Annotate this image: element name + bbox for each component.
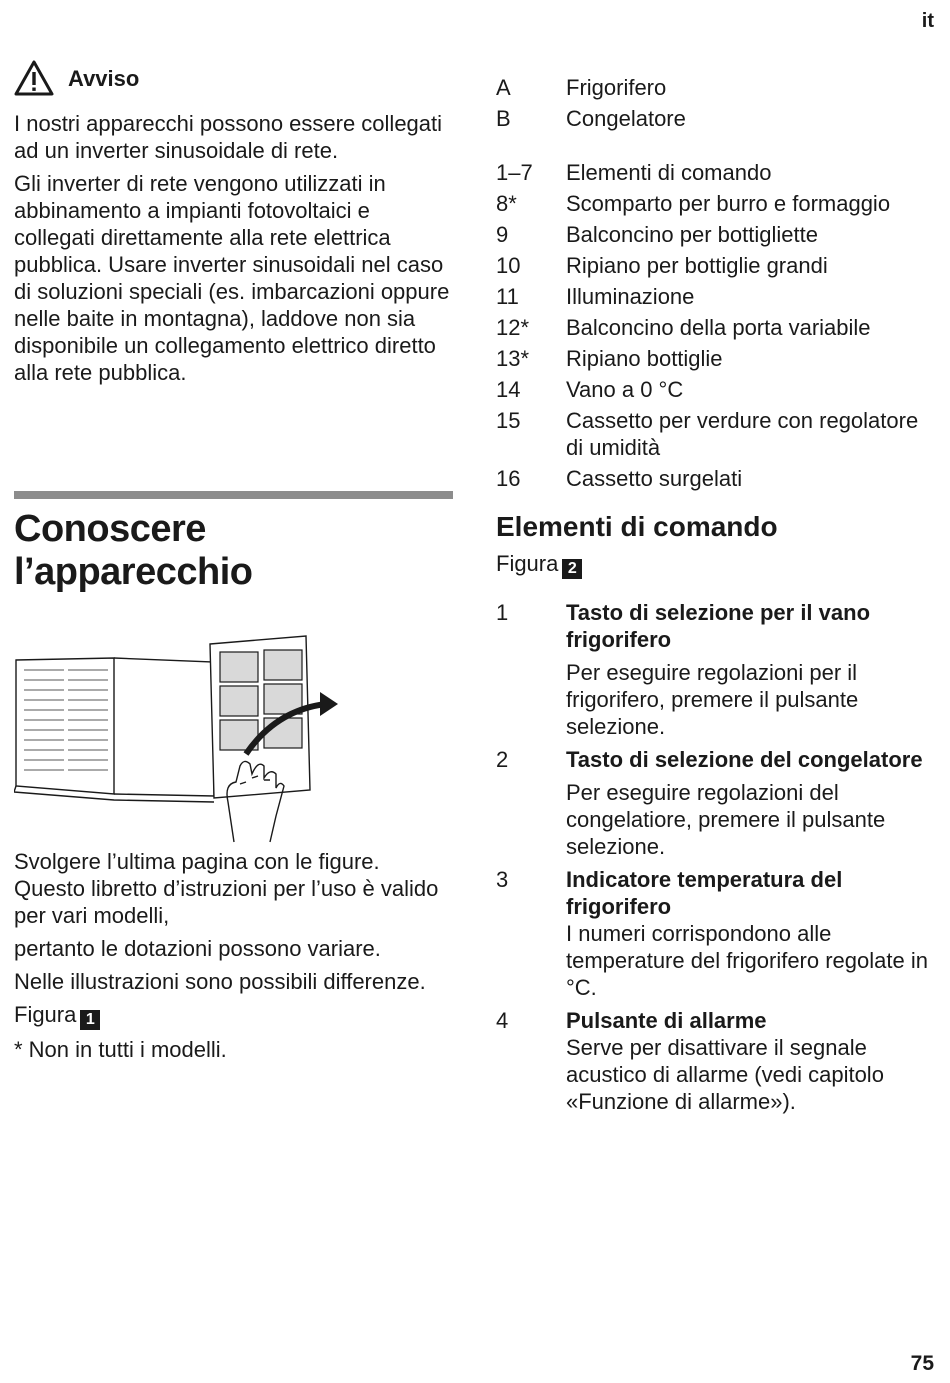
warning-triangle-icon <box>14 60 54 96</box>
legend-key: 12* <box>496 315 530 340</box>
legend-label: Scomparto per burro e formaggio <box>566 191 891 216</box>
warning-paragraph: I nostri apparecchi possono essere collegati ad un inverter sinusoidale di rete. <box>14 111 443 163</box>
legend-row <box>496 190 936 217</box>
controls-heading: Elementi di comando <box>496 511 778 542</box>
legend-label: Elementi di comando <box>566 160 772 185</box>
legend-label: Cassetto per verdure con regolatore di umidità <box>566 408 919 460</box>
legend-key: 15 <box>496 408 521 433</box>
legend-row <box>496 314 936 341</box>
legend-row <box>496 283 936 310</box>
footnote: * Non in tutti i modelli. <box>14 1037 227 1062</box>
legend-row <box>496 465 936 492</box>
control-description: Serve per disattivare il segnale acustico di allarme (vedi capitolo «Funzione di allarme»). <box>566 1035 884 1114</box>
legend-key: A <box>496 75 511 100</box>
intro-paragraph: Nelle illustrazioni sono possibili differenze. <box>14 969 426 994</box>
right-column <box>496 74 936 1121</box>
legend-label: Ripiano bottiglie <box>566 346 723 371</box>
legend-key: B <box>496 106 511 131</box>
control-number: 3 <box>496 867 509 892</box>
section-intro <box>14 848 454 1069</box>
legend-row <box>496 345 936 372</box>
warning-body <box>14 110 454 386</box>
legend-key: 14 <box>496 377 521 402</box>
legend-label: Frigorifero <box>566 75 667 100</box>
legend-key: 13* <box>496 346 530 371</box>
section-divider <box>14 491 453 499</box>
control-item <box>496 599 936 740</box>
control-title: Pulsante di allarme <box>566 1008 767 1033</box>
legend-label: Balconcino della porta variabile <box>566 315 871 340</box>
control-description: I numeri corrispondono alle temperature del frigorifero regolate in °C. <box>566 921 928 1000</box>
control-title: Indicatore temperatura del frigorifero <box>566 867 843 919</box>
legend-key: 9 <box>496 222 509 247</box>
fold-out-figure-page-illustration <box>14 634 344 844</box>
legend-label: Ripiano per bottiglie grandi <box>566 253 828 278</box>
legend-key: 16 <box>496 466 521 491</box>
legend-row <box>496 105 936 132</box>
warning-title: Avviso <box>68 65 140 91</box>
figure-label: Figura <box>14 1002 77 1027</box>
controls-list <box>496 599 936 1115</box>
legend-row <box>496 376 936 403</box>
intro-paragraph: pertanto le dotazioni possono variare. <box>14 936 381 961</box>
control-number: 2 <box>496 747 509 772</box>
legend-key: 10 <box>496 253 521 278</box>
legend-label: Illuminazione <box>566 284 695 309</box>
figure-number-badge: 1 <box>80 1010 100 1030</box>
legend-label: Congelatore <box>566 106 686 131</box>
control-number: 1 <box>496 600 509 625</box>
left-column <box>14 60 454 392</box>
figure-number-badge: 2 <box>562 559 582 579</box>
control-item <box>496 1007 936 1115</box>
control-description: Per eseguire regolazioni del congelatiore, premere il pulsante selezione. <box>566 780 886 859</box>
legend-group-components <box>496 159 936 492</box>
language-code: it <box>921 10 934 32</box>
warning-paragraph: Gli inverter di rete vengono utilizzati in abbinamento a impianti fotovoltaici e collegati direttamente alla rete elettrica pubblica. Usare inverter sinusoidali nel caso di soluzioni speciali (es. imbarcazioni oppure nelle baite in montagna), laddove non sia disponibile un collegamento elettrico diretto alla rete pubblica. <box>14 171 450 385</box>
control-number: 4 <box>496 1008 509 1033</box>
control-title: Tasto di selezione per il vano frigorifero <box>566 600 871 652</box>
page-number: 75 <box>910 1352 934 1375</box>
intro-paragraph: Svolgere l’ultima pagina con le figure. Questo libretto d’istruzioni per l’uso è valido per vari modelli, <box>14 849 439 928</box>
figure-reference <box>14 1001 454 1030</box>
control-item <box>496 746 936 860</box>
legend-key: 8* <box>496 191 517 216</box>
legend-row <box>496 74 936 101</box>
legend-key: 1–7 <box>496 160 533 185</box>
legend-row <box>496 221 936 248</box>
control-description: Per eseguire regolazioni per il frigorifero, premere il pulsante selezione. <box>566 660 859 739</box>
legend-row <box>496 407 936 461</box>
legend-row <box>496 252 936 279</box>
figure-label: Figura <box>496 551 559 576</box>
warning-heading <box>14 60 454 96</box>
legend-label: Cassetto surgelati <box>566 466 743 491</box>
section-title: Conoscere l’apparecchio <box>14 508 253 593</box>
control-title: Tasto di selezione del congelatore <box>566 747 923 772</box>
legend-group-compartments <box>496 74 936 132</box>
control-item <box>496 866 936 1001</box>
legend-label: Balconcino per bottigliette <box>566 222 818 247</box>
legend-key: 11 <box>496 284 519 309</box>
legend-label: Vano a 0 °C <box>566 377 684 402</box>
figure-reference <box>496 550 936 579</box>
legend-row <box>496 159 936 186</box>
